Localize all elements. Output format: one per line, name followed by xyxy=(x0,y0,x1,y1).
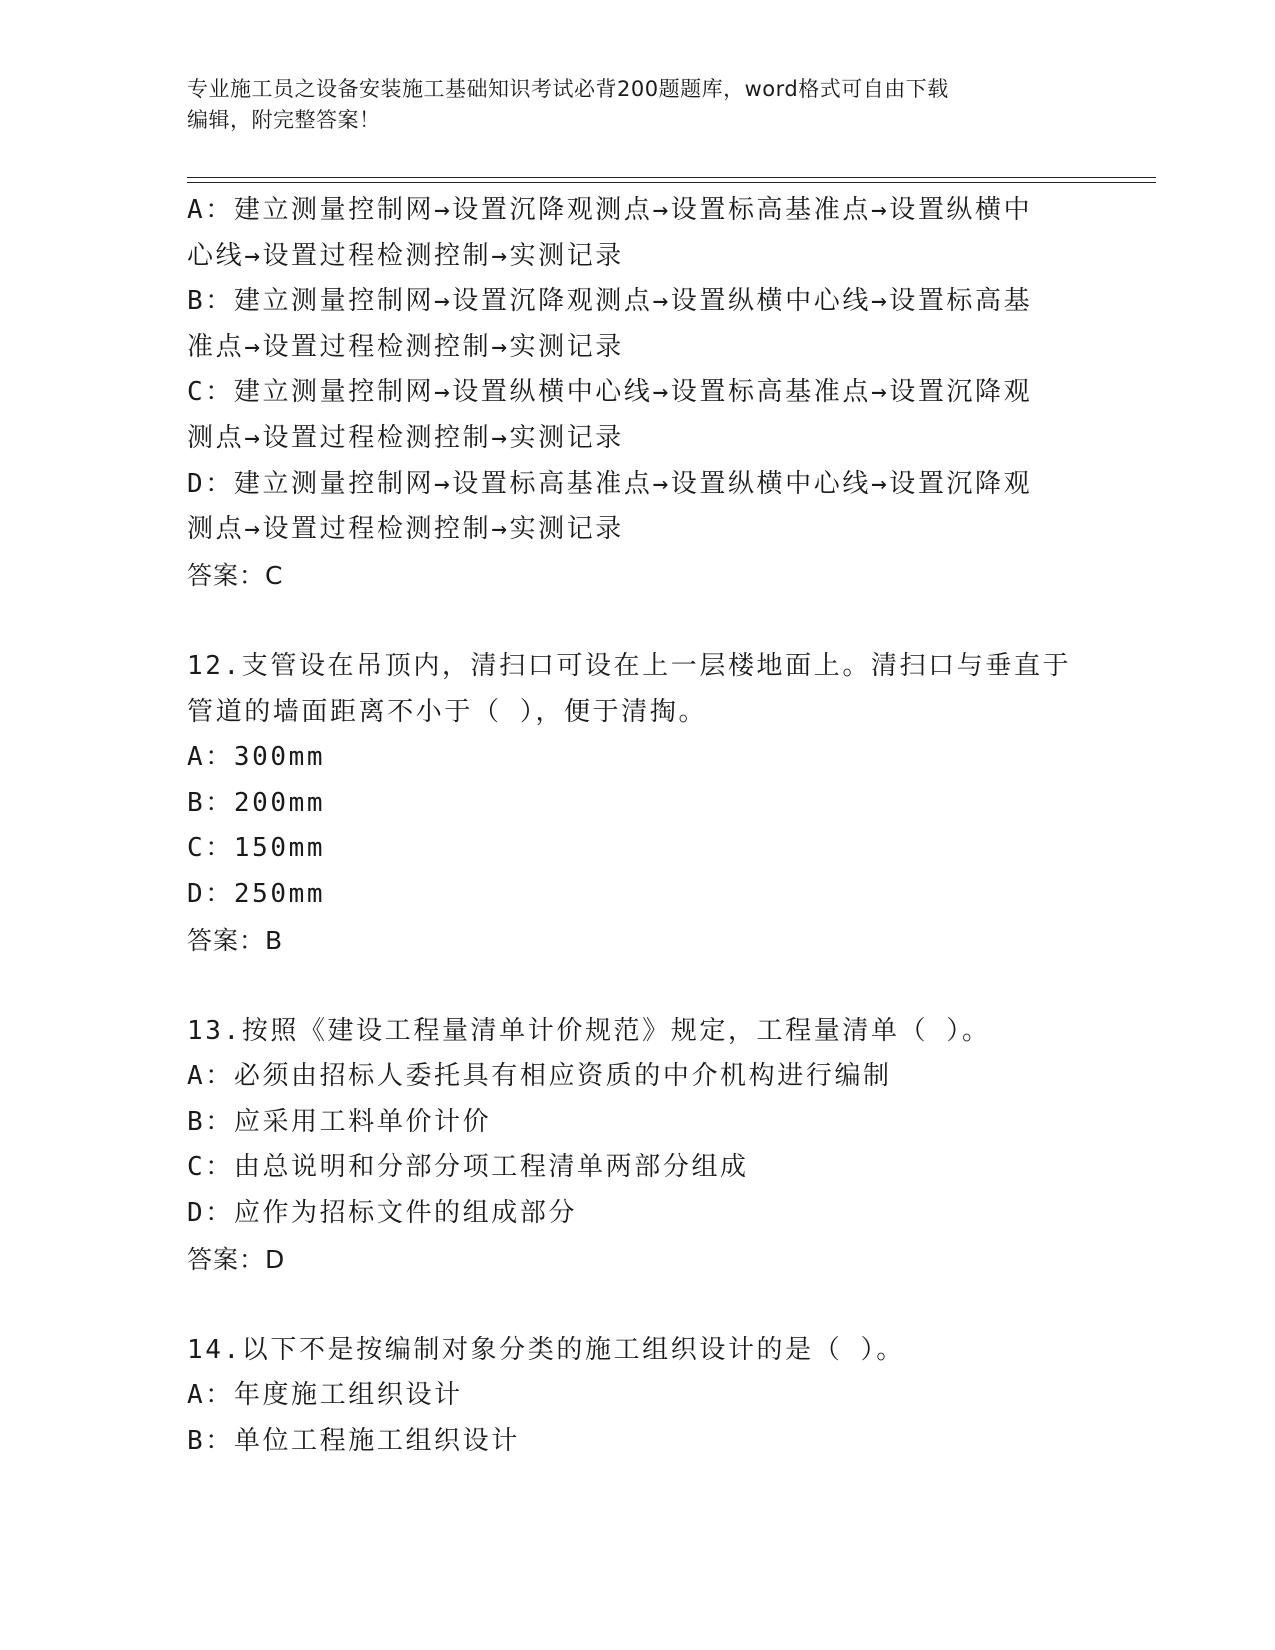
option-a: A：年度施工组织设计 xyxy=(187,1380,463,1411)
option-b: B：应采用工料单价计价 xyxy=(187,1106,492,1137)
question-11-options xyxy=(187,188,1087,598)
question-spacer xyxy=(187,598,1087,644)
question-stem: 14.以下不是按编制对象分类的施工组织设计的是（ ）。 xyxy=(187,1334,905,1365)
option-d-line-2: 测点→设置过程检测控制→实测记录 xyxy=(187,514,624,545)
option-a: A：必须由招标人委托具有相应资质的中介机构进行编制 xyxy=(187,1061,892,1092)
option-b: B：单位工程施工组织设计 xyxy=(187,1426,520,1457)
question-13 xyxy=(187,1009,1087,1283)
question-content xyxy=(187,188,1087,1465)
header-divider-bottom xyxy=(187,182,1156,183)
header-line-1: 专业施工员之设备安装施工基础知识考试必背200题题库，word格式可自由下载 xyxy=(187,77,949,101)
option-c: C：150mm xyxy=(187,833,326,864)
option-b: B：200mm xyxy=(187,787,326,818)
option-a: A：300mm xyxy=(187,742,326,773)
question-14 xyxy=(187,1328,1087,1465)
option-d: D：应作为招标文件的组成部分 xyxy=(187,1198,578,1229)
answer-label: 答案：B xyxy=(187,925,284,955)
option-b-line-1: B：建立测量控制网→设置沉降观测点→设置纵横中心线→设置标高基 xyxy=(187,286,1033,317)
option-d-line-1: D：建立测量控制网→设置标高基准点→设置纵横中心线→设置沉降观 xyxy=(187,468,1033,499)
answer-label: 答案：D xyxy=(187,1244,286,1274)
question-stem: 13.按照《建设工程量清单计价规范》规定，工程量清单（ ）。 xyxy=(187,1015,991,1046)
question-spacer xyxy=(187,1282,1087,1328)
question-stem-line-1: 12.支管设在吊顶内，清扫口可设在上一层楼地面上。清扫口与垂直于 xyxy=(187,650,1072,681)
option-d: D：250mm xyxy=(187,878,326,909)
option-b-line-2: 准点→设置过程检测控制→实测记录 xyxy=(187,331,624,362)
question-spacer xyxy=(187,963,1087,1009)
answer-label: 答案：C xyxy=(187,560,284,590)
document-header xyxy=(187,74,1087,136)
option-a-line-2: 心线→设置过程检测控制→实测记录 xyxy=(187,240,624,271)
option-c: C：由总说明和分部分项工程清单两部分组成 xyxy=(187,1152,749,1183)
question-12 xyxy=(187,644,1087,963)
option-a-line-1: A：建立测量控制网→设置沉降观测点→设置标高基准点→设置纵横中 xyxy=(187,195,1033,225)
option-c-line-2: 测点→设置过程检测控制→实测记录 xyxy=(187,422,624,453)
header-divider-top xyxy=(187,177,1156,178)
question-stem-line-2: 管道的墙面距离不小于（ ），便于清掏。 xyxy=(187,696,708,727)
header-line-2: 编辑，附完整答案！ xyxy=(187,108,381,132)
option-c-line-1: C：建立测量控制网→设置纵横中心线→设置标高基准点→设置沉降观 xyxy=(187,377,1033,408)
